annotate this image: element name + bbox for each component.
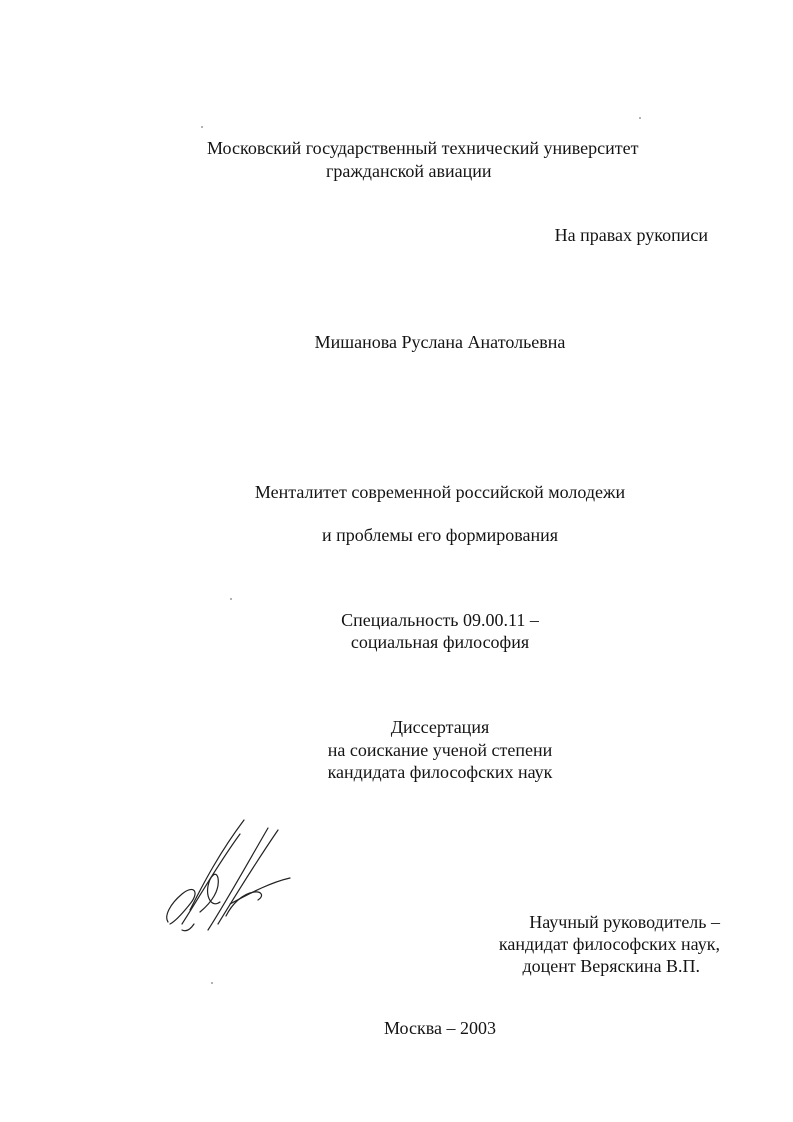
- supervisor-line-3: доцент Веряскина В.П.: [522, 956, 700, 976]
- specialty-line-1: Специальность 09.00.11 –: [341, 610, 539, 630]
- degree-line-1: Диссертация: [390, 717, 490, 737]
- place-and-year: Москва – 2003: [384, 1018, 496, 1038]
- scan-speck: [639, 117, 641, 119]
- scan-speck: [230, 598, 232, 600]
- supervisor-line-2: кандидат философских наук,: [498, 934, 720, 954]
- manuscript-status: На правах рукописи: [554, 225, 708, 245]
- author-name: Мишанова Руслана Анатольевна: [314, 332, 566, 352]
- dissertation-title-line-2: и проблемы его формирования: [321, 525, 559, 545]
- scan-speck: [201, 126, 203, 128]
- handwritten-signature-icon: [160, 812, 310, 937]
- specialty-line-2: социальная философия: [350, 632, 530, 652]
- supervisor-line-1: Научный руководитель –: [529, 912, 720, 932]
- institution-line-2: гражданской авиации: [326, 161, 492, 181]
- degree-line-2: на соискание ученой степени: [327, 740, 553, 760]
- dissertation-title-line-1: Менталитет современной российской молодежи: [254, 482, 626, 502]
- degree-line-3: кандидата философских наук: [327, 762, 553, 782]
- institution-line-1: Московский государственный технический университет: [207, 138, 639, 158]
- scan-speck: [211, 982, 213, 984]
